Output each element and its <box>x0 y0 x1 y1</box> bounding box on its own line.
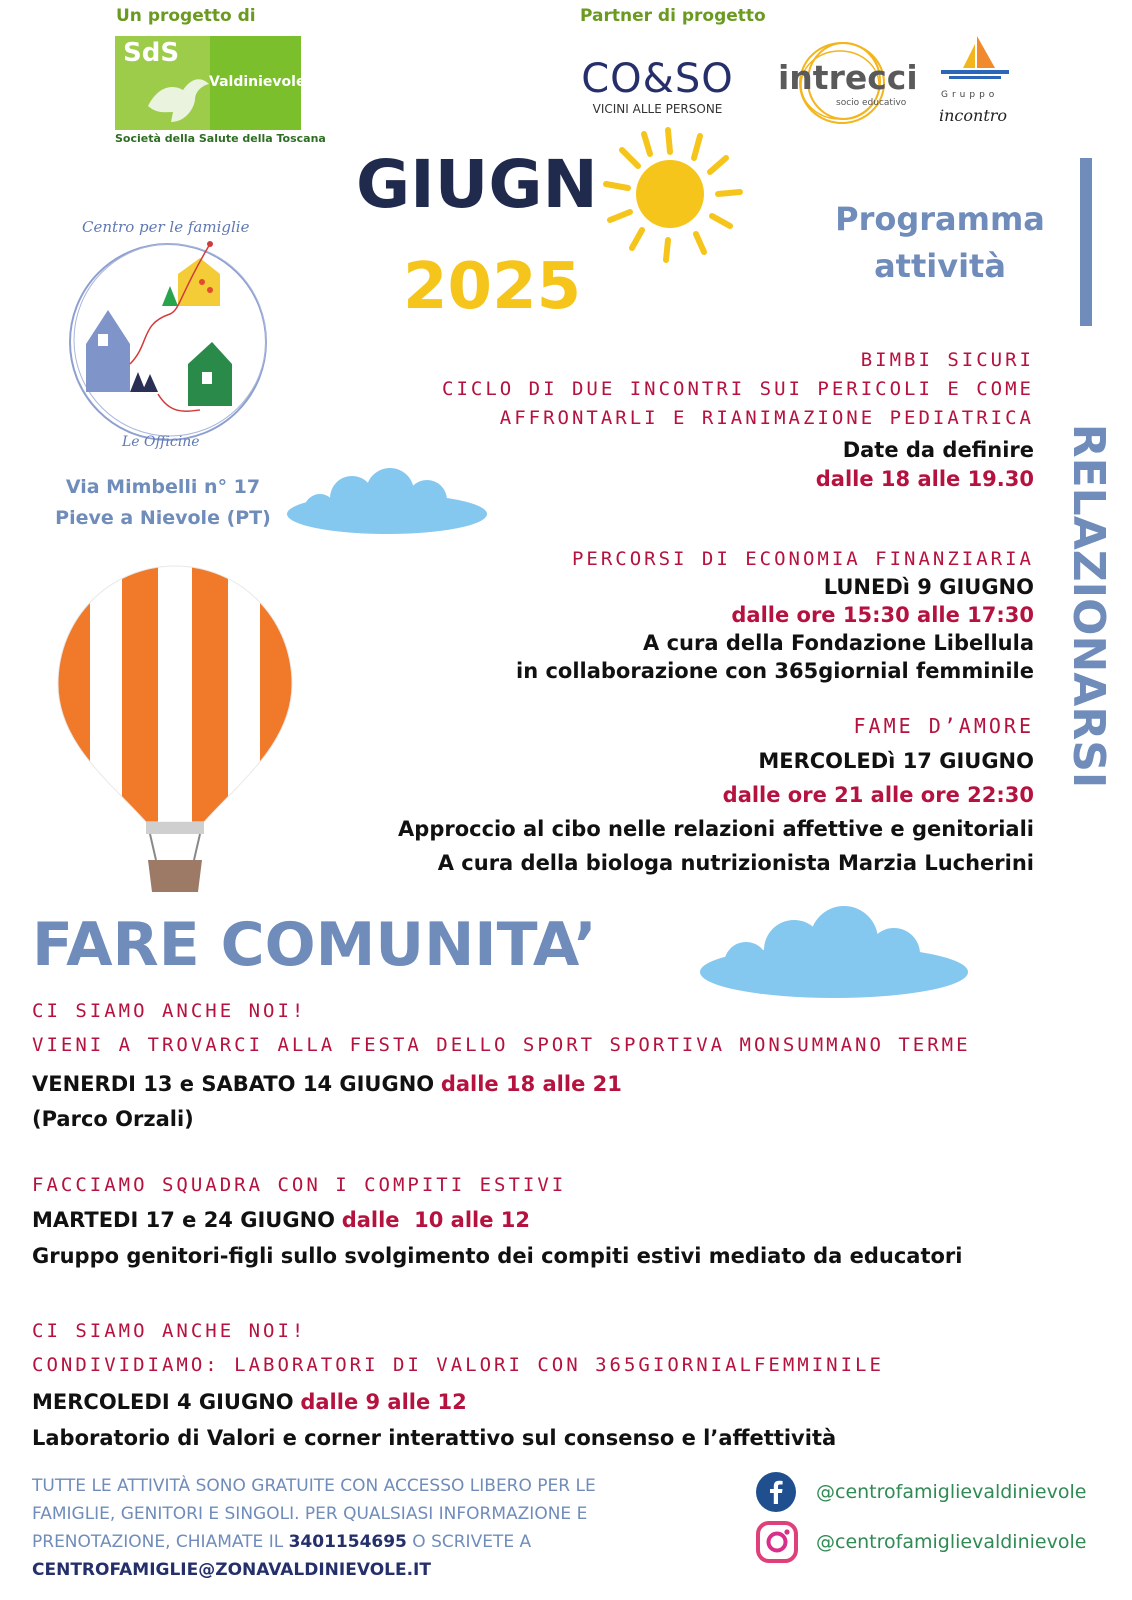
address-line2: Pieve a Nievole (PT) <box>55 507 271 529</box>
programma-line2: attività <box>874 247 1006 285</box>
event-detail: (Parco Orzali) <box>32 1107 194 1131</box>
event-subtitle: CONDIVIDIAMO: LABORATORI DI VALORI CON 365GIORNIALFEMMINILE <box>32 1354 884 1376</box>
event-title: PERCORSI DI ECONOMIA FINANZIARIA <box>571 548 1034 570</box>
event-date: VENERDI 13 e SABATO 14 GIUGNO <box>32 1072 435 1096</box>
sun-icon <box>600 126 750 266</box>
event-time: dalle 10 alle 12 <box>341 1208 531 1232</box>
event-title-line: CICLO DI DUE INCONTRI SUI PERICOLI E COME <box>442 378 1034 400</box>
event-date: MERCOLEDI 4 GIUGNO <box>32 1390 294 1414</box>
event-title: CI SIAMO ANCHE NOI! <box>32 1320 307 1342</box>
coeso-logo <box>580 56 735 126</box>
facebook-handle: @centrofamiglievaldinievole <box>816 1481 1087 1503</box>
event-time: dalle 18 alle 19.30 <box>815 467 1034 491</box>
event-date: Date da definire <box>842 438 1034 462</box>
footer-phone[interactable]: 3401154695 <box>288 1532 407 1552</box>
sds-logo <box>115 36 326 146</box>
event-title-line: BIMBI SICURI <box>860 349 1034 371</box>
fare-comunita-title: FARE COMUNITA’ <box>32 910 597 980</box>
event-detail: Gruppo genitori-figli sullo svolgimento dei compiti estivi mediato da educatori <box>32 1244 963 1268</box>
footer-email[interactable]: CENTROFAMIGLIE@ZONAVALDINIEVOLE.IT <box>32 1560 431 1580</box>
instagram-link[interactable] <box>756 1520 1086 1564</box>
intrecci-logo <box>772 38 918 128</box>
event-fame-damore <box>300 712 1034 880</box>
house-circle-illustration <box>60 214 280 464</box>
event-info: Approccio al cibo nelle relazioni affettive e genitoriali <box>398 817 1034 841</box>
event-title <box>340 346 1034 433</box>
event-time: dalle 18 alle 21 <box>440 1072 622 1096</box>
event-time: dalle ore 21 alle ore 22:30 <box>722 783 1034 807</box>
event-subtitle: VIENI A TROVARCI ALLA FESTA DELLO SPORT SPORTIVA MONSUMMANO TERME <box>32 1034 971 1056</box>
address-line1: Via Mimbelli n° 17 <box>65 476 261 498</box>
intrecci-logo-tagline: socio educativo <box>836 98 907 108</box>
partner-label: Partner di progetto <box>580 6 766 26</box>
event-bimbi-sicuri <box>340 346 1034 493</box>
event-info: A cura della biologa nutrizionista Marzia Lucherini <box>437 851 1034 875</box>
sds-logo-side: Valdinievole <box>209 74 306 90</box>
sds-logo-big: SdS <box>123 38 180 68</box>
event-title: CI SIAMO ANCHE NOI! <box>32 1000 307 1022</box>
incontro-logo-script: incontro <box>939 106 1008 125</box>
address-block <box>48 472 278 534</box>
footer-line: TUTTE LE ATTIVITÀ SONO GRATUITE CON ACCESSO LIBERO PER LE <box>32 1476 596 1496</box>
event-time: dalle 9 alle 12 <box>300 1390 467 1414</box>
event-schedule <box>32 1066 1112 1102</box>
title-year: 2025 <box>403 250 582 324</box>
event-time: dalle ore 15:30 alle 17:30 <box>731 603 1034 627</box>
intrecci-logo-name: intrecci <box>778 58 918 97</box>
event-laboratori-valori <box>32 1314 1112 1456</box>
incontro-logo <box>935 32 1025 132</box>
event-title: FACCIAMO SQUADRA CON I COMPITI ESTIVI <box>32 1174 567 1196</box>
event-date: MARTEDI 17 e 24 GIUGNO <box>32 1208 335 1232</box>
project-label: Un progetto di <box>116 6 256 26</box>
event-schedule <box>32 1384 1112 1420</box>
footer-line-post: O SCRIVETE A <box>406 1532 532 1552</box>
event-title-line: AFFRONTARLI E RIANIMAZIONE PEDIATRICA <box>499 407 1034 429</box>
horse-icon <box>143 66 213 126</box>
coeso-logo-tagline: VICINI ALLE PERSONE <box>592 102 723 116</box>
event-festa-sport <box>32 994 1112 1136</box>
event-economia-finanziaria <box>340 545 1034 685</box>
instagram-icon <box>756 1521 798 1563</box>
event-date: LUNEDì 9 GIUGNO <box>823 575 1034 599</box>
sailboat-icon <box>935 32 1025 82</box>
event-info: in collaborazione con 365giornial femminile <box>516 659 1034 683</box>
event-schedule <box>32 1202 1112 1238</box>
accent-bar <box>1080 158 1092 326</box>
programma-line1: Programma <box>835 200 1045 238</box>
event-title: FAME D’AMORE <box>853 714 1034 738</box>
relazionarsi-vertical-title: RELAZIONARSI <box>1063 423 1114 789</box>
facebook-icon <box>756 1472 796 1512</box>
event-compiti-estivi <box>32 1170 1112 1274</box>
event-info: A cura della Fondazione Libellula <box>643 631 1034 655</box>
event-detail: Laboratorio di Valori e corner interattivo sul consenso e l’affettività <box>32 1426 837 1450</box>
centro-famiglie-logo <box>60 214 280 464</box>
footer-info <box>32 1472 732 1584</box>
incontro-logo-small: Gruppo <box>941 90 999 100</box>
footer-line: FAMIGLIE, GENITORI E SINGOLI. PER QUALSIASI INFORMAZIONE E <box>32 1504 588 1524</box>
title-month: GIUGN <box>356 146 598 223</box>
event-date: MERCOLEDì 17 GIUGNO <box>758 749 1034 773</box>
coeso-logo-name: CO&SO <box>581 56 734 102</box>
hot-air-balloon-illustration <box>50 560 300 910</box>
footer-line <box>32 1528 732 1556</box>
footer-line-pre: PRENOTAZIONE, CHIAMATE IL <box>32 1532 289 1552</box>
centro-logo-top-text: Centro per le famiglie <box>82 218 250 236</box>
sds-logo-caption: Società della Salute della Toscana <box>115 132 326 145</box>
instagram-handle: @centrofamiglievaldinievole <box>816 1531 1087 1553</box>
centro-logo-bottom-text: Le Officine <box>122 434 200 450</box>
programma-heading <box>820 196 1060 290</box>
facebook-link[interactable] <box>756 1470 1086 1514</box>
cloud-icon <box>694 906 974 1006</box>
